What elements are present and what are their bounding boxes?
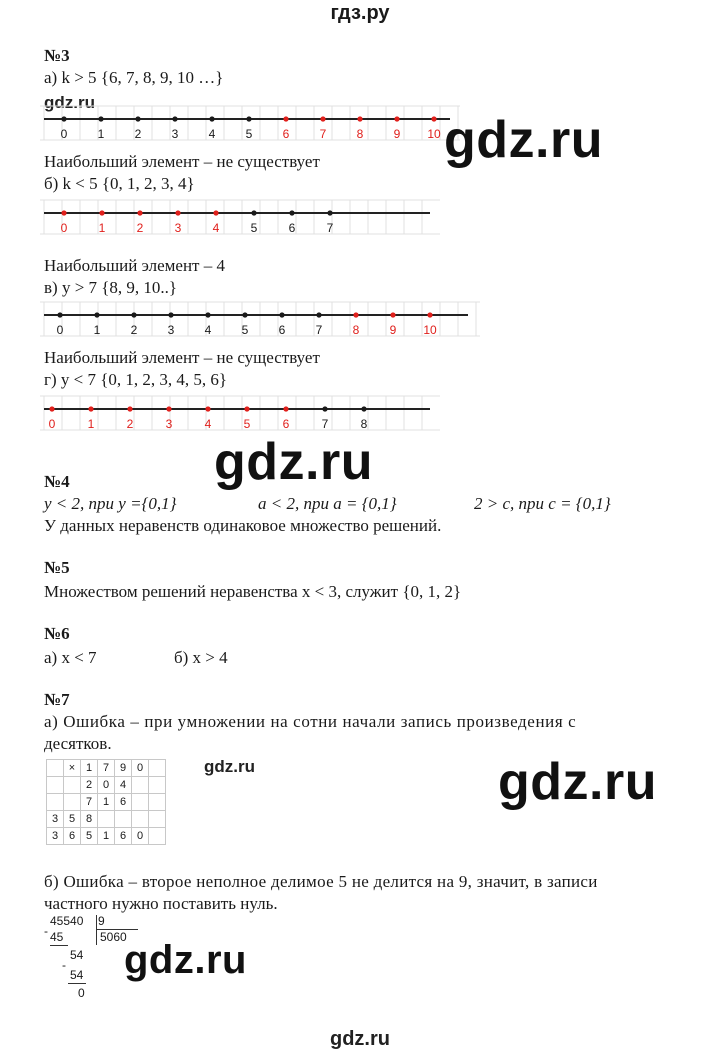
number-point — [251, 210, 256, 215]
task-3b-label: б) k < 5 {0, 1, 2, 3, 4} — [44, 174, 195, 193]
division-partial-1: 54 — [70, 948, 84, 962]
tick-label: 8 — [360, 417, 368, 431]
tick-label: 3 — [174, 221, 182, 235]
mult-cell: 8 — [81, 811, 98, 828]
task-5-title: №5 — [44, 558, 70, 577]
tick-label: 2 — [134, 127, 142, 141]
mult-cell: 1 — [98, 828, 115, 845]
number-point — [357, 116, 362, 121]
number-point — [137, 210, 142, 215]
tick-label: 0 — [60, 127, 68, 141]
mult-cell: 5 — [81, 828, 98, 845]
mult-cell: 3 — [47, 811, 64, 828]
tick-label: 1 — [97, 127, 105, 141]
tick-label: 6 — [282, 417, 290, 431]
tick-label: 4 — [204, 417, 212, 431]
number-line-b — [40, 198, 440, 240]
number-point — [242, 312, 247, 317]
division-minus-sign: - — [62, 958, 66, 972]
task-3a-result: Наибольший элемент – не существует — [44, 152, 320, 171]
watermark-footer: gdz.ru — [330, 1028, 390, 1050]
division-quotient: 5060 — [100, 930, 127, 944]
division-subtrahend-2: 54 — [70, 968, 84, 982]
watermark-large: gdz.ru — [214, 433, 373, 491]
mult-cell — [149, 811, 166, 828]
tick-label: 5 — [243, 417, 251, 431]
mult-cell — [115, 811, 132, 828]
division-dividend: 45540 — [50, 914, 84, 928]
tick-label: 9 — [393, 127, 401, 141]
task-7b-line1: б) Ошибка – второе неполное делимое 5 не делится на 9, значит, в записи — [44, 872, 598, 891]
tick-label: 3 — [165, 417, 173, 431]
multiplication-grid — [46, 759, 166, 845]
mult-cell: 5 — [64, 811, 81, 828]
tick-label: 8 — [356, 127, 364, 141]
number-point — [168, 312, 173, 317]
task-3v-result: Наибольший элемент – не существует — [44, 348, 320, 367]
tick-label: 1 — [87, 417, 95, 431]
number-point — [94, 312, 99, 317]
mult-cell — [47, 777, 64, 794]
tick-label: 0 — [60, 221, 68, 235]
tick-label: 3 — [171, 127, 179, 141]
number-point — [99, 210, 104, 215]
mult-cell — [149, 828, 166, 845]
division-minus-sign: - — [44, 924, 48, 938]
number-point — [131, 312, 136, 317]
number-point — [353, 312, 358, 317]
division-subtrahend-1: 45 — [50, 930, 64, 944]
number-point — [361, 406, 366, 411]
number-point — [322, 406, 327, 411]
tick-label: 4 — [208, 127, 216, 141]
tick-label: 9 — [389, 323, 397, 337]
number-line-v — [40, 300, 480, 342]
tick-label: 4 — [204, 323, 212, 337]
number-point — [289, 210, 294, 215]
tick-label: 6 — [282, 127, 290, 141]
number-point — [172, 116, 177, 121]
number-point — [61, 210, 66, 215]
mult-cell: 6 — [115, 828, 132, 845]
mult-cell: 4 — [115, 777, 132, 794]
task-5-text: Множеством решений неравенства x < 3, служит {0, 1, 2} — [44, 582, 462, 601]
number-point — [244, 406, 249, 411]
task-3a-label: а) k > 5 {6, 7, 8, 9, 10 …} — [44, 68, 224, 87]
number-point — [166, 406, 171, 411]
division-remainder: 0 — [78, 986, 85, 1000]
tick-label: 6 — [278, 323, 286, 337]
mult-cell — [149, 760, 166, 777]
number-line-a — [40, 104, 460, 146]
tick-label: 4 — [212, 221, 220, 235]
watermark-large: gdz.ru — [124, 938, 247, 982]
tick-label: 10 — [427, 127, 441, 141]
mult-cell: 9 — [115, 760, 132, 777]
watermark-small: gdz.ru — [204, 757, 255, 776]
number-point — [279, 312, 284, 317]
division-vertical-bar — [96, 915, 97, 945]
number-point — [209, 116, 214, 121]
mult-row-3 — [47, 794, 166, 811]
tick-label: 7 — [315, 323, 323, 337]
mult-cell — [47, 760, 64, 777]
task-4-conclusion: У данных неравенств одинаковое множество решений. — [44, 516, 442, 535]
task-6-title: №6 — [44, 624, 70, 643]
mult-row-1 — [47, 760, 166, 777]
division-line — [50, 945, 68, 946]
tick-label: 2 — [130, 323, 138, 337]
tick-label: 1 — [98, 221, 106, 235]
mult-cell: 6 — [64, 828, 81, 845]
number-point — [427, 312, 432, 317]
mult-row-5 — [47, 828, 166, 845]
number-point — [213, 210, 218, 215]
mult-cell: 1 — [81, 760, 98, 777]
number-point — [135, 116, 140, 121]
mult-cell: 2 — [81, 777, 98, 794]
mult-cell — [132, 794, 149, 811]
number-point — [431, 116, 436, 121]
task-7a-line1: а) Ошибка – при умножении на сотни начали запись произведения с — [44, 712, 577, 731]
tick-label: 7 — [326, 221, 334, 235]
tick-label: 6 — [288, 221, 296, 235]
tick-label: 10 — [423, 323, 437, 337]
number-point — [88, 406, 93, 411]
mult-cell — [132, 811, 149, 828]
number-point — [316, 312, 321, 317]
tick-label: 0 — [56, 323, 64, 337]
mult-cell — [64, 794, 81, 811]
tick-label: 7 — [319, 127, 327, 141]
task-4-part3: 2 > c, при c = {0,1} — [474, 494, 611, 513]
division-line — [68, 983, 86, 984]
number-point — [327, 210, 332, 215]
task-4-title: №4 — [44, 472, 70, 491]
mult-cell: 0 — [98, 777, 115, 794]
task-3b-result: Наибольший элемент – 4 — [44, 256, 225, 275]
tick-label: 3 — [167, 323, 175, 337]
task-3v-label: в) y > 7 {8, 9, 10..} — [44, 278, 178, 297]
number-point — [390, 312, 395, 317]
mult-cell: × — [64, 760, 81, 777]
task-7a-line2: десятков. — [44, 734, 112, 753]
task-4-part2: a < 2, при a = {0,1} — [258, 494, 397, 513]
mult-cell: 3 — [47, 828, 64, 845]
mult-cell: 1 — [98, 794, 115, 811]
mult-cell: 0 — [132, 760, 149, 777]
task-6a: а) x < 7 — [44, 648, 97, 667]
tick-label: 5 — [245, 127, 253, 141]
tick-label: 5 — [241, 323, 249, 337]
task-7b-line2: частного нужно поставить нуль. — [44, 894, 278, 913]
number-point — [283, 116, 288, 121]
mult-cell: 0 — [132, 828, 149, 845]
number-point — [320, 116, 325, 121]
tick-label: 7 — [321, 417, 329, 431]
number-point — [57, 312, 62, 317]
task-6b: б) x > 4 — [174, 648, 228, 667]
watermark-small: gdz.ru — [44, 93, 95, 112]
task-7-title: №7 — [44, 690, 70, 709]
number-point — [283, 406, 288, 411]
number-point — [394, 116, 399, 121]
mult-cell — [64, 777, 81, 794]
number-point — [175, 210, 180, 215]
number-point — [246, 116, 251, 121]
mult-cell — [98, 811, 115, 828]
mult-cell — [47, 794, 64, 811]
mult-cell: 7 — [81, 794, 98, 811]
tick-label: 8 — [352, 323, 360, 337]
number-point — [205, 312, 210, 317]
mult-cell — [149, 794, 166, 811]
task-4-part1: y < 2, при y ={0,1} — [44, 494, 177, 513]
task-3g-label: г) y < 7 {0, 1, 2, 3, 4, 5, 6} — [44, 370, 228, 389]
task-3-title: №3 — [44, 46, 70, 65]
watermark-large: gdz.ru — [444, 111, 603, 169]
tick-label: 0 — [48, 417, 56, 431]
mult-cell: 6 — [115, 794, 132, 811]
mult-cell: 7 — [98, 760, 115, 777]
division-divisor: 9 — [98, 914, 105, 928]
number-point — [98, 116, 103, 121]
tick-label: 2 — [126, 417, 134, 431]
number-point — [205, 406, 210, 411]
number-point — [61, 116, 66, 121]
site-header: гдз.ру — [330, 2, 390, 24]
mult-cell — [149, 777, 166, 794]
watermark-large: gdz.ru — [498, 753, 657, 811]
tick-label: 2 — [136, 221, 144, 235]
number-point — [127, 406, 132, 411]
mult-row-2 — [47, 777, 166, 794]
number-point — [49, 406, 54, 411]
mult-row-4 — [47, 811, 166, 828]
tick-label: 5 — [250, 221, 258, 235]
mult-cell — [132, 777, 149, 794]
tick-label: 1 — [93, 323, 101, 337]
